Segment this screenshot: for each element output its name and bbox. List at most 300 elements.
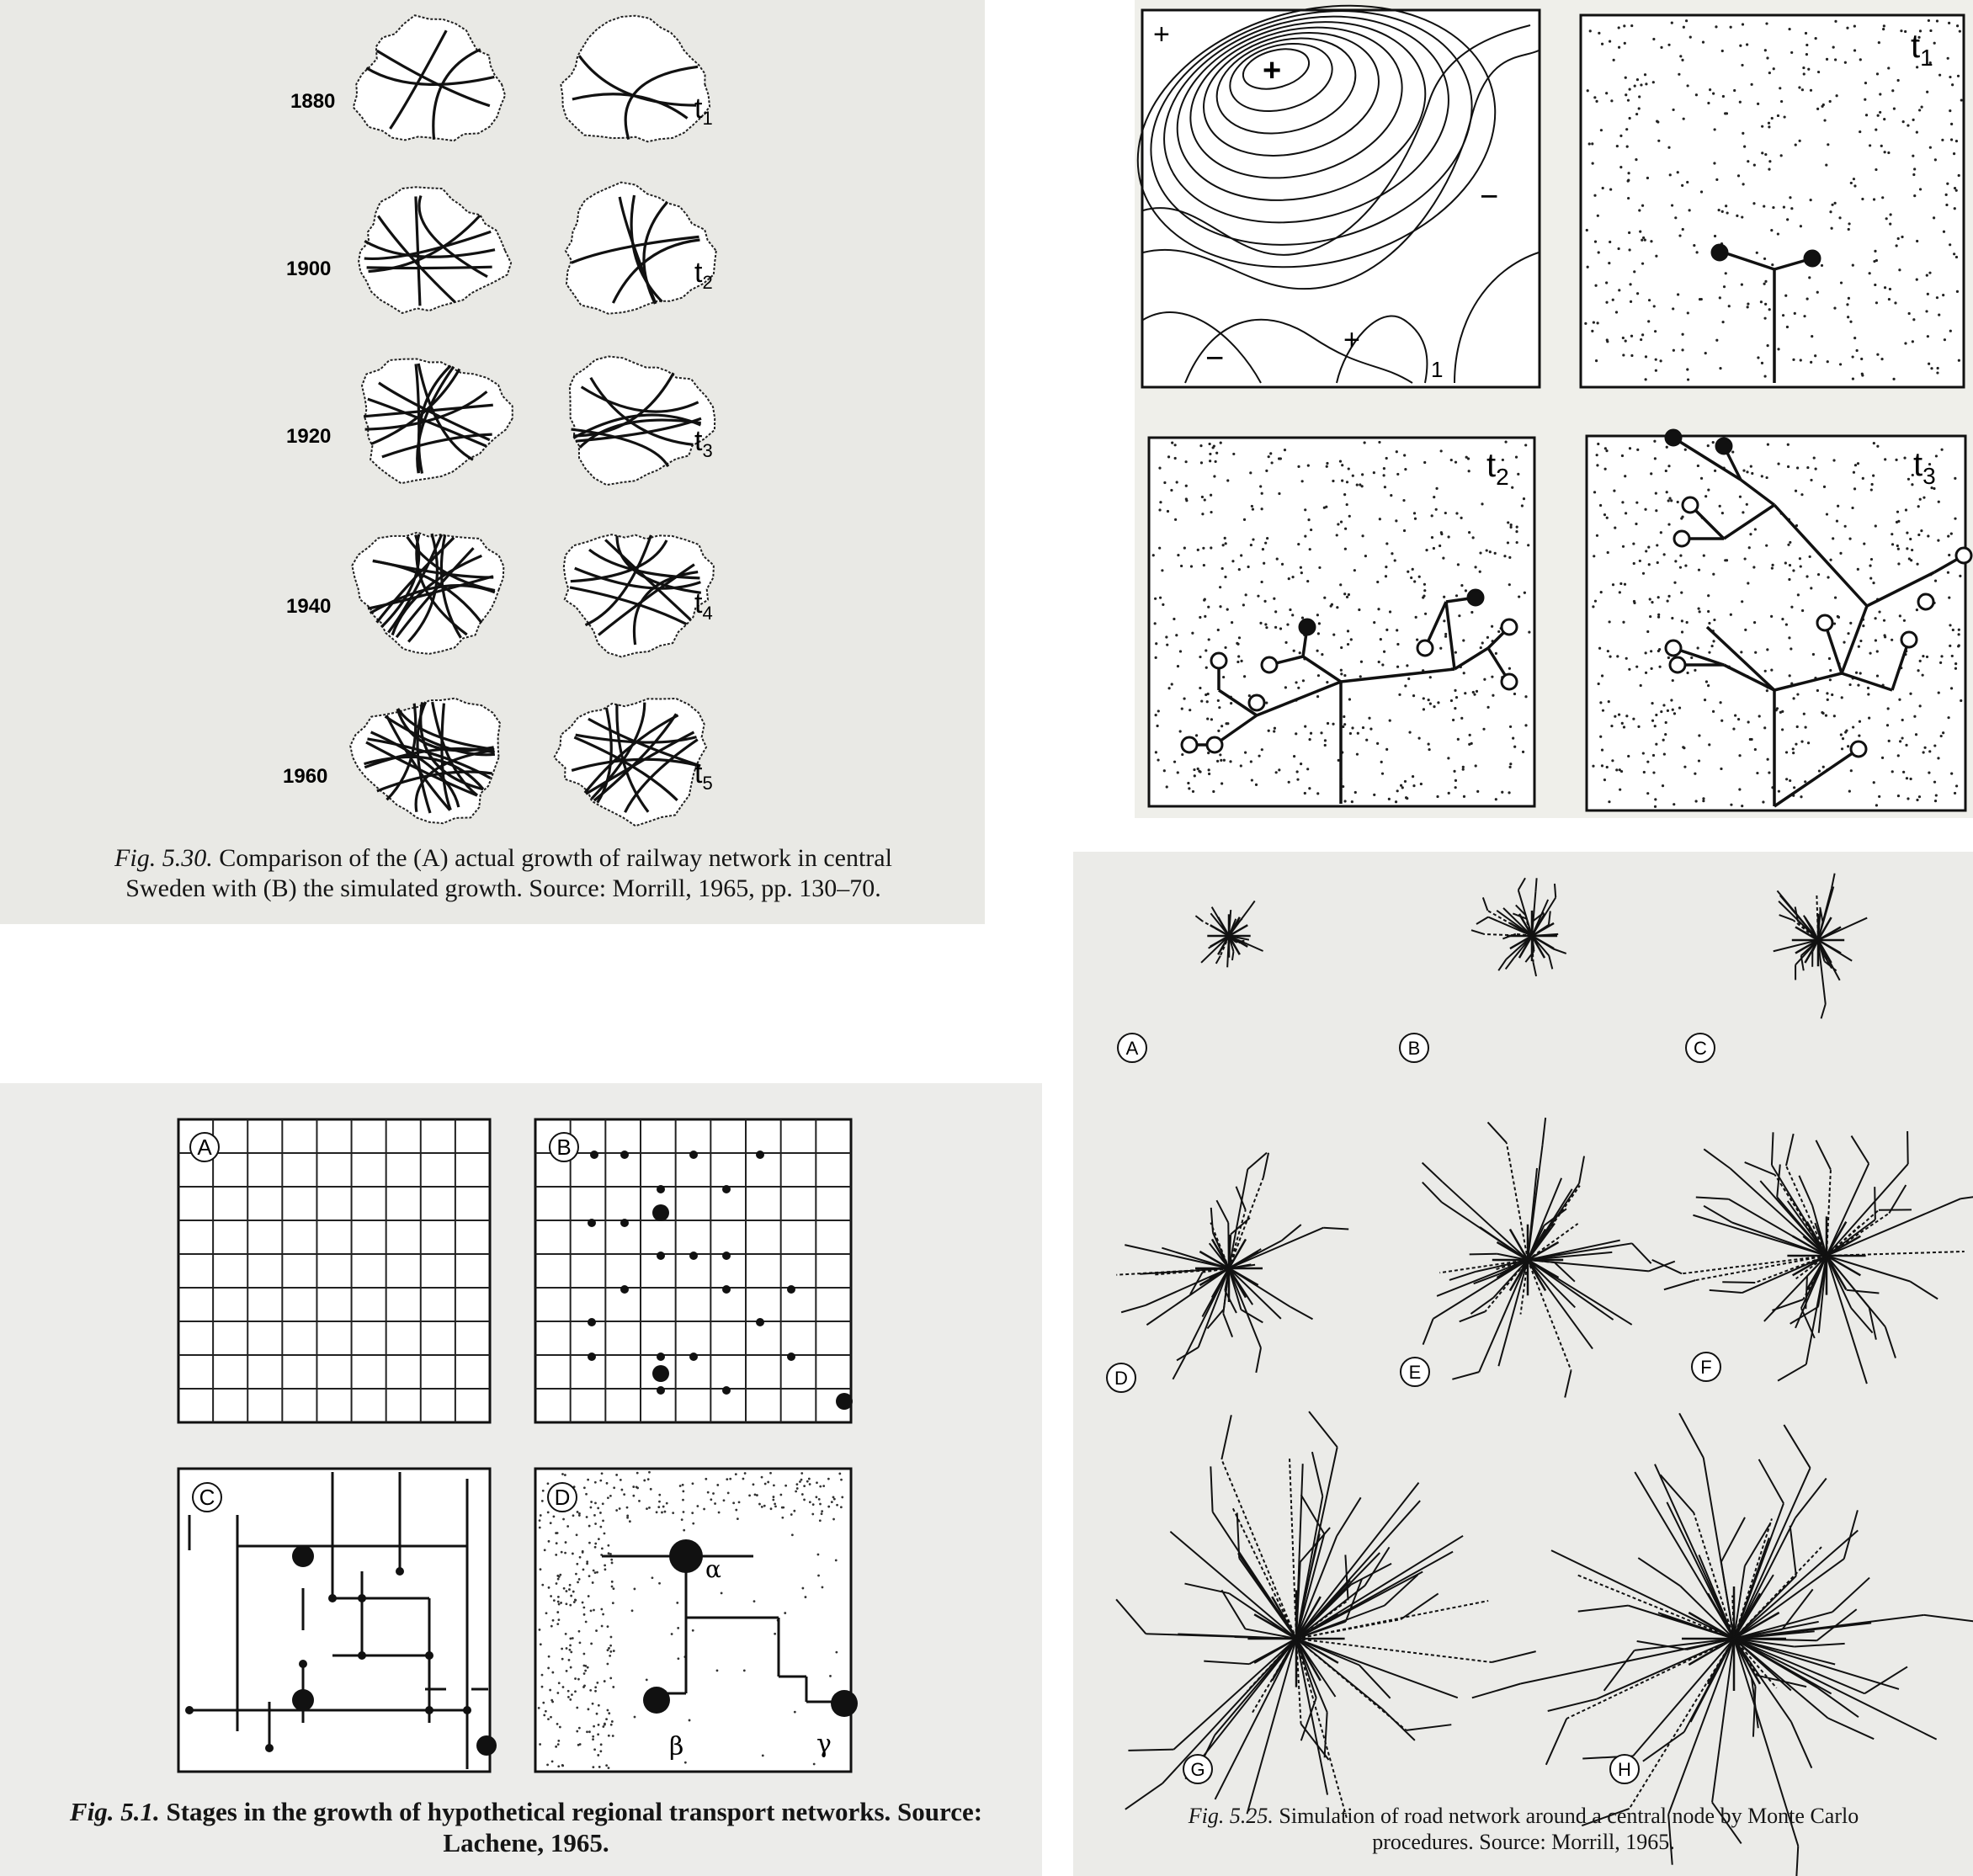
stipple-dot bbox=[1684, 564, 1687, 566]
caption-text: Comparison of the (A) actual growth of railway network in central bbox=[219, 844, 892, 872]
stipple-dot bbox=[683, 1529, 685, 1532]
stipple-dot bbox=[557, 1740, 560, 1742]
stipple-dot bbox=[607, 1709, 609, 1712]
stipple-dot bbox=[1159, 501, 1162, 503]
stipple-dot bbox=[1207, 752, 1210, 754]
road-segment bbox=[1847, 1290, 1880, 1294]
stipple-dot bbox=[1436, 795, 1439, 798]
stipple-dot bbox=[541, 1500, 544, 1502]
stipple-dot bbox=[1730, 26, 1732, 29]
stipple-dot bbox=[1708, 743, 1710, 746]
stipple-dot bbox=[1181, 708, 1183, 710]
stipple-dot bbox=[1928, 363, 1930, 365]
stipple-dot bbox=[1884, 151, 1886, 153]
stipple-dot bbox=[1827, 360, 1829, 363]
stipple-dot bbox=[1949, 624, 1951, 626]
stipple-dot bbox=[1462, 639, 1465, 641]
stipple-dot bbox=[1398, 694, 1401, 696]
stipple-dot bbox=[1652, 771, 1655, 773]
stipple-dot bbox=[1657, 616, 1660, 619]
stipple-dot bbox=[1215, 452, 1218, 454]
stipple-dot bbox=[1609, 188, 1612, 190]
stipple-dot bbox=[545, 1710, 547, 1713]
stipple-dot bbox=[803, 1485, 806, 1487]
stipple-dot bbox=[1625, 128, 1628, 130]
stipple-dot bbox=[1958, 644, 1960, 646]
stipple-dot bbox=[1787, 444, 1790, 446]
stipple-dot bbox=[729, 1478, 731, 1480]
panel-frame bbox=[535, 1469, 851, 1772]
stipple-dot bbox=[1712, 93, 1715, 95]
stipple-dot bbox=[1439, 545, 1441, 547]
stipple-dot bbox=[1853, 49, 1856, 51]
stipple-dot bbox=[1874, 250, 1876, 252]
stipple-dot bbox=[1351, 726, 1353, 729]
stipple-dot bbox=[548, 1540, 550, 1543]
stipple-dot bbox=[1226, 479, 1229, 481]
stipple-dot bbox=[1722, 95, 1725, 98]
stipple-dot bbox=[1622, 545, 1625, 548]
stipple-dot bbox=[718, 1512, 721, 1514]
stipple-dot bbox=[1587, 89, 1589, 92]
stipple-dot bbox=[573, 1601, 576, 1603]
figure-5-1-caption bbox=[17, 1796, 1035, 1858]
stipple-dot bbox=[1672, 307, 1674, 310]
stipple-dot bbox=[636, 1487, 639, 1490]
stipple-dot bbox=[1278, 768, 1280, 771]
road-segment bbox=[1535, 878, 1536, 891]
stipple-dot bbox=[579, 1556, 582, 1559]
stipple-dot bbox=[1423, 708, 1425, 710]
stipple-dot bbox=[1805, 726, 1807, 729]
stipple-dot bbox=[1400, 784, 1402, 787]
stipple-dot bbox=[1815, 468, 1817, 470]
stipple-dot bbox=[561, 1551, 563, 1554]
stipple-dot bbox=[1639, 560, 1641, 562]
stipple-dot bbox=[1891, 89, 1894, 92]
stipple-dot bbox=[586, 1730, 588, 1733]
stipple-dot bbox=[1831, 694, 1833, 696]
stipple-dot bbox=[610, 1724, 613, 1726]
stipple-dot bbox=[1853, 337, 1856, 339]
stipple-dot bbox=[1191, 632, 1194, 635]
stipple-dot bbox=[1809, 555, 1811, 558]
stipple-dot bbox=[1909, 778, 1912, 780]
stipple-dot bbox=[1862, 477, 1864, 480]
stipple-dot bbox=[604, 1564, 606, 1566]
stipple-dot bbox=[1650, 472, 1652, 475]
stipple-dot bbox=[562, 1518, 565, 1521]
stipple-dot bbox=[1934, 158, 1937, 161]
stipple-dot bbox=[1600, 129, 1603, 131]
stipple-dot bbox=[559, 1574, 561, 1576]
stipple-dot bbox=[1758, 715, 1761, 717]
stipple-dot bbox=[1870, 488, 1873, 491]
stipple-dot bbox=[1902, 120, 1905, 123]
stipple-dot bbox=[801, 1493, 804, 1496]
stipple-dot bbox=[1646, 792, 1649, 795]
stipple-dot bbox=[1946, 183, 1949, 185]
stipple-dot bbox=[1952, 629, 1954, 631]
stipple-dot bbox=[1901, 719, 1904, 721]
stipple-dot bbox=[1165, 635, 1167, 638]
stipple-dot bbox=[558, 1603, 561, 1606]
region-outline bbox=[561, 16, 710, 142]
stipple-dot bbox=[1193, 768, 1195, 771]
stipple-dot bbox=[558, 1618, 561, 1621]
stipple-dot bbox=[1263, 562, 1265, 565]
stipple-dot bbox=[1423, 583, 1426, 586]
stipple-dot bbox=[1454, 651, 1457, 654]
stipple-dot bbox=[608, 1712, 610, 1714]
stipple-dot bbox=[1361, 473, 1364, 476]
stipple-dot bbox=[601, 1472, 604, 1475]
stipple-dot bbox=[1424, 613, 1427, 615]
stipple-dot bbox=[1619, 166, 1622, 168]
stipple-dot bbox=[1741, 64, 1743, 66]
stipple-dot bbox=[1887, 66, 1890, 69]
stipple-dot bbox=[612, 1602, 614, 1604]
stipple-dot bbox=[1933, 216, 1935, 219]
active-node bbox=[1712, 245, 1727, 260]
stipple-dot bbox=[1897, 795, 1900, 797]
stipple-dot bbox=[1888, 298, 1891, 300]
stipple-dot bbox=[1744, 629, 1747, 631]
stipple-dot bbox=[1472, 691, 1475, 694]
stipple-dot bbox=[1956, 290, 1959, 293]
stipple-dot bbox=[1708, 651, 1710, 654]
stipple-dot bbox=[1733, 89, 1736, 92]
stipple-dot bbox=[1891, 543, 1894, 545]
stipple-dot bbox=[1344, 548, 1347, 550]
stipple-dot bbox=[1884, 458, 1886, 460]
panel-label: D bbox=[554, 1485, 571, 1510]
stipple-dot bbox=[691, 1512, 694, 1514]
stipple-dot bbox=[1673, 712, 1676, 715]
stipple-dot bbox=[1508, 791, 1510, 794]
stipple-dot bbox=[1515, 530, 1518, 533]
stipple-dot bbox=[1152, 554, 1155, 556]
stipple-dot bbox=[1765, 545, 1768, 547]
stipple-dot bbox=[561, 1473, 564, 1475]
stipple-dot bbox=[1343, 723, 1346, 725]
stipple-dot bbox=[1810, 361, 1812, 364]
stipple-dot bbox=[1881, 196, 1884, 199]
stipple-dot bbox=[1380, 761, 1383, 763]
stage-label: $t_5$ bbox=[694, 757, 713, 794]
region-outline bbox=[354, 15, 505, 141]
stipple-dot bbox=[588, 1595, 590, 1597]
stipple-dot bbox=[1751, 738, 1753, 741]
stipple-dot bbox=[662, 1506, 665, 1508]
stipple-dot bbox=[1746, 503, 1748, 506]
stipple-dot bbox=[1896, 244, 1898, 247]
stipple-dot bbox=[1928, 19, 1930, 22]
stipple-dot bbox=[1895, 459, 1897, 461]
road-segment bbox=[1832, 1578, 1869, 1613]
stipple-dot bbox=[1800, 741, 1803, 743]
stipple-dot bbox=[1222, 676, 1225, 678]
stipple-dot bbox=[1302, 679, 1305, 682]
stipple-dot bbox=[1751, 472, 1753, 475]
stipple-dot bbox=[1469, 734, 1471, 736]
stipple-dot bbox=[1805, 44, 1808, 46]
stipple-dot bbox=[1261, 748, 1263, 751]
caption-text: Sweden with (B) the simulated growth. Source: Morrill, 1965, pp. 130–70. bbox=[125, 874, 881, 902]
stipple-dot bbox=[1781, 728, 1784, 731]
stipple-dot bbox=[1381, 663, 1384, 666]
stipple-dot bbox=[1155, 656, 1157, 659]
stipple-dot bbox=[1836, 519, 1838, 522]
stipple-dot bbox=[1777, 348, 1779, 350]
stipple-dot bbox=[1209, 453, 1211, 455]
stipple-dot bbox=[1645, 355, 1647, 358]
stipple-dot bbox=[1327, 722, 1329, 725]
stipple-dot bbox=[1261, 508, 1263, 510]
stipple-dot bbox=[1208, 638, 1210, 640]
stipple-dot bbox=[594, 1686, 597, 1688]
stipple-dot bbox=[1281, 563, 1284, 566]
stipple-dot bbox=[1875, 524, 1877, 527]
stipple-dot bbox=[672, 1512, 674, 1514]
stipple-dot bbox=[1653, 305, 1656, 307]
stipple-dot bbox=[1749, 533, 1752, 535]
stipple-dot bbox=[1516, 541, 1518, 544]
stipple-dot bbox=[1954, 518, 1956, 520]
stipple-dot bbox=[1300, 566, 1302, 569]
road-segment bbox=[1423, 1182, 1442, 1203]
stipple-dot bbox=[1429, 703, 1432, 705]
stipple-dot bbox=[1600, 591, 1603, 593]
stipple-dot bbox=[1524, 592, 1526, 594]
stipple-dot bbox=[707, 1491, 710, 1494]
stipple-dot bbox=[1629, 283, 1631, 285]
stipple-dot bbox=[1652, 38, 1655, 40]
stipple-dot bbox=[1765, 476, 1768, 479]
stipple-dot bbox=[1654, 330, 1657, 332]
stipple-dot bbox=[1179, 650, 1182, 652]
stipple-dot bbox=[1346, 503, 1348, 506]
stipple-dot bbox=[1296, 770, 1299, 773]
stipple-dot bbox=[583, 1672, 586, 1675]
stipple-dot bbox=[1875, 639, 1877, 641]
stipple-dot bbox=[1352, 475, 1354, 477]
stipple-dot bbox=[1284, 641, 1287, 644]
caption-figure-number: Fig. 5.1. bbox=[69, 1797, 160, 1826]
stipple-dot bbox=[1181, 753, 1183, 756]
stipple-dot bbox=[1225, 542, 1227, 545]
stipple-dot bbox=[1840, 733, 1843, 736]
stipple-dot bbox=[588, 1542, 591, 1544]
stipple-dot bbox=[1516, 526, 1518, 529]
stipple-dot bbox=[1218, 706, 1220, 709]
stipple-dot bbox=[1816, 291, 1819, 294]
large-node bbox=[643, 1687, 670, 1714]
stipple-dot bbox=[1217, 699, 1220, 702]
stipple-dot bbox=[801, 1587, 804, 1590]
stipple-dot bbox=[1834, 58, 1837, 61]
stipple-dot bbox=[1644, 508, 1646, 511]
stipple-dot bbox=[1265, 626, 1268, 629]
stipple-dot bbox=[1354, 791, 1357, 794]
stipple-dot bbox=[1957, 75, 1960, 77]
stipple-dot bbox=[1897, 754, 1900, 757]
stipple-dot bbox=[1275, 771, 1278, 773]
stipple-dot bbox=[1832, 537, 1834, 539]
stipple-dot bbox=[1667, 523, 1670, 525]
stipple-dot bbox=[1177, 554, 1179, 556]
stipple-dot bbox=[1937, 757, 1939, 759]
stipple-dot bbox=[1630, 354, 1633, 357]
stipple-dot bbox=[1849, 321, 1852, 323]
stipple-dot bbox=[1766, 56, 1768, 59]
road-segment bbox=[1528, 1241, 1620, 1260]
stipple-dot bbox=[1949, 243, 1951, 246]
stipple-dot bbox=[1789, 196, 1791, 199]
stipple-dot bbox=[1940, 735, 1943, 737]
stipple-dot bbox=[1350, 638, 1353, 640]
stipple-dot bbox=[1797, 593, 1800, 596]
stipple-dot bbox=[1310, 529, 1312, 531]
stipple-dot bbox=[1766, 689, 1768, 692]
stipple-dot bbox=[539, 1629, 541, 1631]
network-node bbox=[722, 1285, 731, 1294]
stipple-dot bbox=[1316, 792, 1319, 795]
stipple-dot bbox=[1829, 559, 1832, 561]
stipple-dot bbox=[1396, 789, 1399, 792]
stipple-dot bbox=[1435, 508, 1438, 511]
stipple-dot bbox=[1747, 160, 1749, 162]
stipple-dot bbox=[1599, 736, 1602, 738]
open-node bbox=[1211, 653, 1226, 668]
stipple-dot bbox=[678, 1657, 680, 1660]
stipple-dot bbox=[594, 1523, 597, 1525]
network-node bbox=[299, 1660, 307, 1668]
stipple-dot bbox=[1615, 311, 1618, 313]
stipple-dot bbox=[601, 1625, 604, 1628]
stipple-dot bbox=[620, 1489, 623, 1491]
stipple-dot bbox=[1690, 656, 1693, 659]
stipple-dot bbox=[1674, 216, 1677, 219]
stipple-dot bbox=[1767, 758, 1769, 761]
stipple-dot bbox=[1508, 766, 1511, 768]
stipple-dot bbox=[1641, 205, 1644, 207]
stipple-dot bbox=[1679, 55, 1682, 57]
stipple-dot bbox=[1812, 653, 1815, 656]
stipple-dot bbox=[1708, 622, 1710, 624]
stipple-dot bbox=[1795, 490, 1797, 492]
stipple-dot bbox=[1715, 339, 1718, 342]
stipple-dot bbox=[822, 1485, 825, 1487]
stipple-dot bbox=[1219, 586, 1221, 588]
stipple-dot bbox=[1858, 646, 1860, 648]
open-node bbox=[1502, 674, 1517, 689]
road-segment bbox=[1173, 1357, 1184, 1379]
stipple-dot bbox=[1584, 322, 1587, 325]
stipple-dot bbox=[1591, 142, 1593, 145]
road-segment bbox=[1470, 1254, 1497, 1255]
panel-label: A bbox=[1125, 1038, 1139, 1059]
stipple-dot bbox=[1413, 580, 1416, 582]
stipple-dot bbox=[767, 1481, 769, 1484]
stipple-dot bbox=[1751, 83, 1753, 86]
stipple-dot bbox=[1597, 443, 1599, 445]
stipple-dot bbox=[1878, 795, 1880, 798]
stipple-dot bbox=[1492, 694, 1494, 697]
stipple-dot bbox=[1852, 355, 1854, 358]
stipple-dot bbox=[1635, 113, 1638, 115]
stipple-dot bbox=[774, 1502, 776, 1505]
stipple-dot bbox=[1678, 706, 1681, 709]
road-segment bbox=[1256, 1347, 1261, 1372]
stipple-dot bbox=[1304, 508, 1306, 511]
network-node bbox=[689, 1252, 698, 1260]
stipple-dot bbox=[604, 1568, 607, 1570]
network-node bbox=[722, 1386, 731, 1395]
stipple-dot bbox=[1908, 312, 1911, 315]
stipple-dot bbox=[1626, 146, 1629, 148]
stipple-dot bbox=[1646, 177, 1649, 179]
stipple-dot bbox=[1593, 194, 1596, 197]
stipple-dot bbox=[1899, 740, 1901, 742]
stipple-dot bbox=[703, 1508, 705, 1511]
stipple-dot bbox=[677, 1627, 679, 1629]
stipple-dot bbox=[1681, 630, 1683, 633]
stipple-dot bbox=[633, 1588, 636, 1591]
stipple-dot bbox=[1295, 732, 1297, 735]
stipple-dot bbox=[1811, 335, 1813, 337]
stipple-dot bbox=[1760, 300, 1763, 303]
stipple-dot bbox=[822, 1586, 824, 1589]
stipple-dot bbox=[556, 1542, 558, 1544]
stipple-dot bbox=[1687, 84, 1689, 87]
stipple-dot bbox=[819, 1519, 822, 1522]
stipple-dot bbox=[1906, 777, 1908, 779]
road-segment bbox=[1597, 1639, 1734, 1699]
stipple-dot bbox=[1754, 651, 1757, 654]
stipple-dot bbox=[1919, 498, 1922, 501]
network-node bbox=[396, 1567, 404, 1576]
stipple-dot bbox=[1601, 764, 1603, 767]
stipple-dot bbox=[1245, 593, 1247, 596]
road-segment bbox=[1407, 1725, 1452, 1730]
road-segment bbox=[1173, 1639, 1296, 1750]
stipple-dot bbox=[608, 1647, 610, 1650]
minus-label: − bbox=[1480, 179, 1499, 215]
stipple-dot bbox=[1608, 700, 1610, 703]
stipple-dot bbox=[1892, 378, 1895, 380]
road-segment bbox=[1844, 1510, 1858, 1559]
stipple-dot bbox=[1167, 455, 1170, 458]
stipple-dot bbox=[1396, 666, 1399, 668]
stipple-dot bbox=[1916, 609, 1918, 611]
road-segment bbox=[1924, 1615, 1973, 1621]
stipple-dot bbox=[1452, 719, 1454, 721]
stipple-dot bbox=[1250, 544, 1252, 546]
stipple-dot bbox=[576, 1563, 578, 1565]
road-segment bbox=[1241, 1310, 1263, 1322]
stipple-dot bbox=[1838, 216, 1841, 219]
stipple-dot bbox=[1365, 739, 1368, 741]
stipple-dot bbox=[1741, 805, 1743, 807]
stipple-dot bbox=[1265, 702, 1268, 704]
stipple-dot bbox=[1831, 204, 1833, 206]
stipple-dot bbox=[593, 1725, 595, 1728]
stipple-dot bbox=[1603, 779, 1606, 781]
stipple-dot bbox=[1423, 461, 1426, 464]
stipple-dot bbox=[1707, 684, 1710, 687]
stipple-dot bbox=[756, 1494, 758, 1496]
